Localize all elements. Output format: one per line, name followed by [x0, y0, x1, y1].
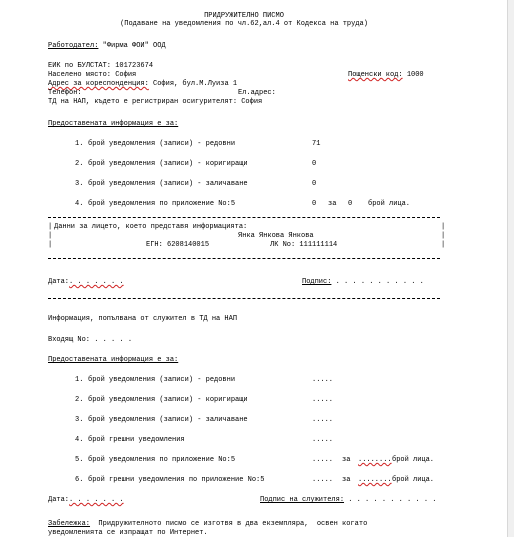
s1-item-text-3: брой уведомления (записи) - заличаване [88, 180, 248, 188]
egn-label: ЕГН: [146, 241, 163, 249]
s1-item-num-1: 1. [75, 140, 84, 148]
place-line [48, 71, 136, 80]
employer-label: Работодател: [48, 42, 99, 50]
s2-item-num-3: 3. [75, 416, 84, 424]
note-label: Забележка: [48, 520, 91, 528]
s1-item-tail-4: брой лица. [368, 200, 411, 208]
s2-item-dots2-6: ........ [358, 476, 392, 484]
address-value: София, бул.М.Луиза 1 [153, 80, 238, 88]
page-edge [507, 0, 514, 537]
sign2-signature-dots: . . . . . . . . . . . [348, 496, 437, 504]
s2-item-num-6: 6. [75, 476, 84, 484]
box-left-bar-2: | [48, 232, 53, 240]
sign1-signature-dots: . . . . . . . . . . . [335, 278, 424, 286]
submitter-bottom-rule [48, 258, 440, 259]
box-left-bar-1: | [48, 223, 53, 231]
section2-subheading: Предоставената информация е за: [48, 356, 179, 364]
employer-line [48, 42, 166, 51]
s2-item-dots-1: ..... [312, 376, 334, 384]
s1-item-text-2: брой уведомления (записи) - коригиращи [88, 160, 248, 168]
s2-item-num-4: 4. [75, 436, 84, 444]
sign2-signature [260, 496, 436, 505]
note-text-1: Придружителното писмо се изготвя в два екземпляра, освен когато [98, 520, 368, 528]
lk-label: ЛК No: [270, 241, 296, 249]
s2-item-text-6: брой грешни уведомления по приложение No:5 [88, 476, 265, 484]
sign1-signature [302, 278, 424, 287]
s2-item-dots2-5: ........ [358, 456, 392, 464]
note-line-1 [48, 520, 367, 529]
s1-item-num-4: 4. [75, 200, 84, 208]
s2-item-text-3: брой уведомления (записи) - заличаване [88, 416, 248, 424]
box-left-bar-3: | [48, 241, 53, 249]
s2-item-num-2: 2. [75, 396, 84, 404]
s2-item-num-1: 1. [75, 376, 84, 384]
s2-item-dots-5: ..... [312, 456, 334, 464]
section1-heading: Предоставената информация е за: [48, 120, 179, 128]
eik-line: ЕИК по БУЛСТАТ: 101723674 [48, 62, 154, 70]
box-right-bar-2: | [441, 232, 446, 240]
section2-heading: Информация, попълвана от служител в ТД на НАП [48, 315, 238, 323]
s1-item-text-1: брой уведомления (записи) - редовни [88, 140, 236, 148]
s2-item-dots-6: ..... [312, 476, 334, 484]
s2-item-dots-4: ..... [312, 436, 334, 444]
s2-item-num-5: 5. [75, 456, 84, 464]
lk-value: 111111114 [299, 241, 338, 249]
s2-item-tail-6: брой лица. [392, 476, 435, 484]
sign2-date-dots: . . . . . . . [69, 496, 124, 504]
s2-item-dots-3: ..... [312, 416, 334, 424]
submitter-lk-line [270, 241, 337, 250]
postcode-value: 1000 [406, 71, 424, 79]
sign2-date-label: Дата: [48, 496, 70, 504]
s2-item-text-4: брой грешни уведомления [88, 436, 185, 444]
postcode-line [348, 71, 424, 80]
s2-item-text-1: брой уведомления (записи) - редовни [88, 376, 236, 384]
postcode-label: Пощенски код: [348, 71, 403, 79]
employer-value: "Фирма ФОИ" ООД [102, 42, 166, 50]
s2-item-dots-2: ..... [312, 396, 334, 404]
email-label: Ел.адрес: [238, 89, 276, 97]
s1-item-num-2: 2. [75, 160, 84, 168]
address-label: Адрес за кореспонденция: [48, 80, 149, 88]
s2-item-text-2: брой уведомления (записи) - коригиращи [88, 396, 248, 404]
submitter-heading: Данни за лицето, което представя информацията: [54, 223, 248, 231]
sign1-date-dots: . . . . . . . [69, 278, 124, 286]
address-line [48, 80, 237, 89]
place-label: Населено място: [48, 71, 112, 79]
doc-subtitle: (Подаване на уведомления по чл.62,ал.4 от Кодекса на труда) [120, 20, 368, 28]
s1-item-value2-4: 0 [348, 200, 353, 208]
incoming-label: Входящ No: [48, 336, 91, 344]
note-text-2: уведомленията се изпращат по Интернет. [48, 529, 208, 537]
sign1-date [48, 278, 124, 287]
doc-title: ПРИДРУЖИТЕЛНО ПИСМО [204, 12, 284, 20]
place-value: София [115, 71, 137, 79]
incoming-dots: . . . . . [94, 336, 133, 344]
nap-line [48, 98, 262, 107]
sign1-date-label: Дата: [48, 278, 70, 286]
s1-item-num-3: 3. [75, 180, 84, 188]
submitter-name: Янка Янкова Янкова [238, 232, 314, 240]
s1-item-value-3: 0 [312, 180, 317, 188]
s1-item-value-1: 71 [312, 140, 321, 148]
box-right-bar-3: | [441, 241, 446, 249]
s1-item-value-4: 0 [312, 200, 317, 208]
sign2-date [48, 496, 124, 505]
incoming-line [48, 336, 132, 345]
submitter-box [48, 223, 446, 253]
s1-item-mid-4: за [328, 200, 337, 208]
nap-value: София [241, 98, 263, 106]
s1-item-text-4: брой уведомления по приложение No:5 [88, 200, 236, 208]
box-right-bar-1: | [441, 223, 446, 231]
s2-item-tail-5: брой лица. [392, 456, 435, 464]
s2-item-text-5: брой уведомления по приложение No:5 [88, 456, 236, 464]
egn-value: 6208140015 [167, 241, 210, 249]
section-divider [48, 298, 440, 299]
submitter-egn-line [146, 241, 209, 250]
nap-label: ТД на НАП, където е регистриран осигурителят: [48, 98, 238, 106]
s2-item-mid-5: за [342, 456, 351, 464]
sign2-signature-label: Подпис на служителя: [260, 496, 345, 504]
submitter-top-rule [48, 217, 440, 218]
phone-label: Телефон: [48, 89, 82, 97]
s2-item-mid-6: за [342, 476, 351, 484]
s1-item-value-2: 0 [312, 160, 317, 168]
sign1-signature-label: Подпис: [302, 278, 332, 286]
